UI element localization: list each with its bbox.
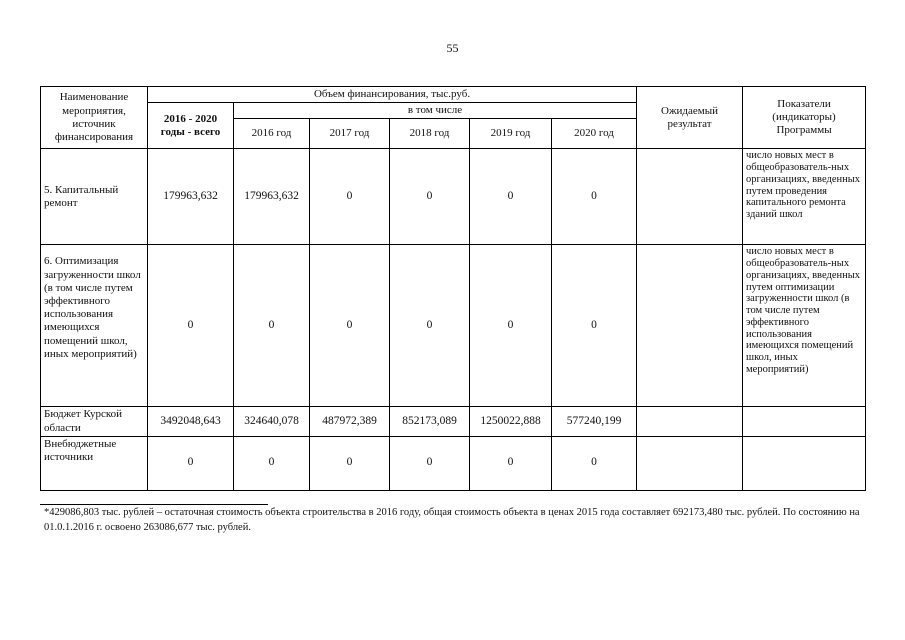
financing-table bbox=[40, 86, 866, 491]
header-result: Ожидаемый результат bbox=[637, 87, 743, 149]
row-year-value: 0 bbox=[552, 149, 637, 245]
row-indicator bbox=[743, 436, 866, 490]
header-including: в том числе bbox=[234, 103, 637, 119]
row-year-value: 487972,389 bbox=[310, 407, 390, 436]
footnote-divider bbox=[40, 504, 268, 505]
table-row bbox=[41, 245, 866, 407]
row-total: 0 bbox=[148, 436, 234, 490]
header-year: 2017 год bbox=[310, 119, 390, 149]
header-indicators: Показатели (индикаторы) Программы bbox=[743, 87, 866, 149]
row-year-value: 0 bbox=[552, 436, 637, 490]
table-row bbox=[41, 436, 866, 490]
row-result bbox=[637, 436, 743, 490]
row-year-value: 179963,632 bbox=[234, 149, 310, 245]
table-row bbox=[41, 149, 866, 245]
row-year-value: 0 bbox=[470, 436, 552, 490]
table-row bbox=[41, 407, 866, 436]
row-total: 179963,632 bbox=[148, 149, 234, 245]
header-row-1 bbox=[41, 87, 866, 103]
row-year-value: 577240,199 bbox=[552, 407, 637, 436]
row-indicator: число новых мест в общеобразователь-ных организациях, введенных путем проведения капитального ремонта зданий школ bbox=[743, 149, 866, 245]
row-indicator bbox=[743, 407, 866, 436]
row-year-value: 0 bbox=[552, 245, 637, 407]
row-year-value: 0 bbox=[470, 149, 552, 245]
row-year-value: 0 bbox=[234, 436, 310, 490]
row-result bbox=[637, 407, 743, 436]
row-name: Бюджет Курской области bbox=[41, 407, 148, 436]
row-year-value: 852173,089 bbox=[390, 407, 470, 436]
row-name: Внебюджетные источники bbox=[41, 436, 148, 490]
row-year-value: 0 bbox=[390, 436, 470, 490]
row-year-value: 324640,078 bbox=[234, 407, 310, 436]
row-name: 5. Капитальный ремонт bbox=[41, 149, 148, 245]
header-funding: Объем финансирования, тыс.руб. bbox=[148, 87, 637, 103]
row-total: 0 bbox=[148, 245, 234, 407]
row-total: 3492048,643 bbox=[148, 407, 234, 436]
row-indicator: число новых мест в общеобразователь-ных организациях, введенных путем оптимизации загруженности школ (в том числе путем эффективного использования имеющихся помещений школ, иных мероприятий) bbox=[743, 245, 866, 407]
row-result bbox=[637, 149, 743, 245]
row-year-value: 0 bbox=[470, 245, 552, 407]
row-name: 6. Оптимизация загруженности школ (в том числе путем эффективного использования имеющихся помещений школ, иных мероприятий) bbox=[41, 245, 148, 407]
row-year-value: 0 bbox=[390, 245, 470, 407]
header-year: 2019 год bbox=[470, 119, 552, 149]
page-number: 55 bbox=[446, 41, 459, 55]
header-total: 2016 - 2020 годы - всего bbox=[148, 103, 234, 149]
header-year: 2020 год bbox=[552, 119, 637, 149]
row-year-value: 0 bbox=[390, 149, 470, 245]
row-result bbox=[637, 245, 743, 407]
header-year: 2016 год bbox=[234, 119, 310, 149]
row-year-value: 0 bbox=[234, 245, 310, 407]
row-year-value: 0 bbox=[310, 149, 390, 245]
row-year-value: 0 bbox=[310, 436, 390, 490]
header-name: Наименование мероприятия, источник финансирования bbox=[41, 87, 148, 149]
row-year-value: 0 bbox=[310, 245, 390, 407]
header-year: 2018 год bbox=[390, 119, 470, 149]
footnote: *429086,803 тыс. рублей – остаточная стоимость объекта строительства в 2016 году, общая стоимость объекта в ценах 2015 года составляет 692173,480 тыс. рублей. По состоянию на 01.0.1.2016 г. освоено 263086,677 тыс. рублей. bbox=[44, 507, 860, 533]
row-year-value: 1250022,888 bbox=[470, 407, 552, 436]
